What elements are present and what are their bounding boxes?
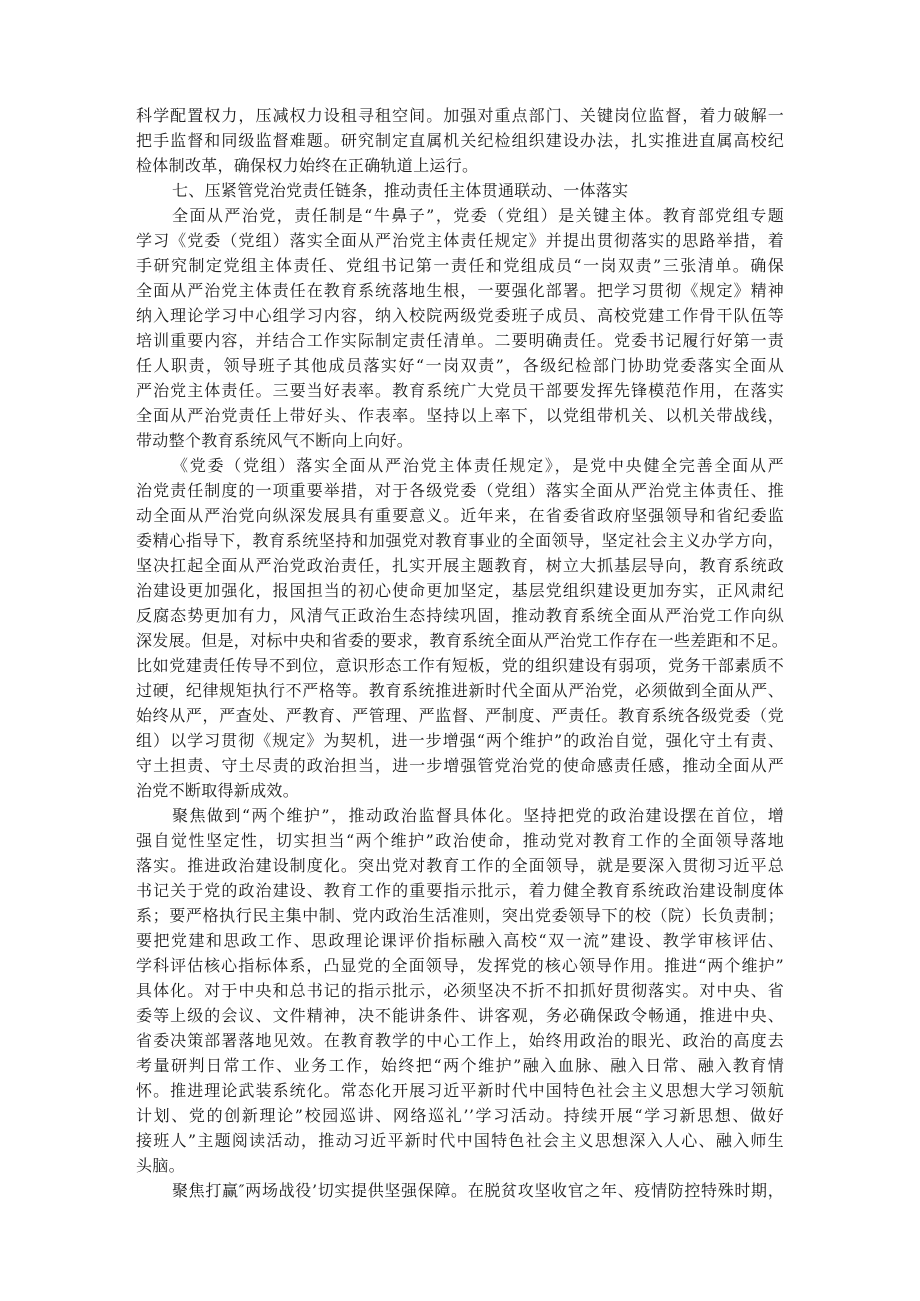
- text-line: 落实。推进政治建设制度化。突出党对教育工作的全面领导，就是要深入贯彻习近平总: [136, 856, 784, 875]
- text-line: 强自觉性坚定性，切实担当“两个维护”政治使命，推动党对教育工作的全面领导落地: [136, 831, 784, 850]
- text-line: 培训重要内容，并结合工作实际制定责任清单。二要明确责任。党委书记履行好第一责: [136, 331, 784, 350]
- text-line: 委等上级的会议、文件精神，决不能讲条件、讲客观，务必确保政令畅通，推进中央、: [136, 1006, 784, 1025]
- text-line: 带动整个教育系统风气不断向上向好。: [136, 431, 414, 450]
- text-line: 委精心指导下，教育系统坚持和加强党对教育事业的全面领导，坚定社会主义办学方向，: [136, 531, 784, 550]
- text-line: 过硬，纪律规矩执行不严格等。教育系统推进新时代全面从严治党，必须做到全面从严、: [136, 681, 784, 700]
- text-line: 全面从严治党，责任制是“牛鼻子”，党委（党组）是关键主体。教育部党组专题: [172, 206, 784, 225]
- text-line: 手研究制定党组主体责任、党组书记第一责任和党组成员“一岗双责”三张清单。确保: [136, 256, 784, 275]
- text-line: 学习《党委（党组）落实全面从严治党主体责任规定》并提出贯彻落实的思路举措，着: [136, 231, 784, 250]
- text-line: 学科评估核心指标体系，凸显党的全面领导，发挥党的核心领导作用。推进“两个维护”: [136, 956, 784, 975]
- text-line: 计划、党的创新理论”校园巡讲、网络巡礼’’学习活动。持续开展“学习新思想、做好: [136, 1106, 784, 1125]
- text-line: 把手监督和同级监督难题。研究制定直属机关纪检组织建设办法，扎实推进直属高校纪: [136, 131, 784, 150]
- text-line: 检体制改革，确保权力始终在正确轨道上运行。: [136, 156, 479, 175]
- text-line: 治党不断取得新成效。: [136, 781, 300, 800]
- text-line: 科学配置权力，压减权力设租寻租空间。加强对重点部门、关键岗位监督，着力破解一: [136, 106, 784, 125]
- text-line: 组）以学习贯彻《规定》为契机，进一步增强“两个维护”的政治自觉，强化守土有责、: [136, 731, 784, 750]
- text-line: 比如党建责任传导不到位，意识形态工作有短板，党的组织建设有弱项，党务干部素质不: [136, 656, 784, 675]
- text-line: 始终从严，严查处、严教育、严管理、严监督、严制度、严责任。教育系统各级党委（党: [136, 706, 784, 725]
- text-line: 聚焦打赢″两场战役’切实提供坚强保障。在脱贫攻坚收官之年、疫情防控特殊时期，: [172, 1181, 784, 1200]
- text-line: 任人职责，领导班子其他成员落实好“一岗双责”，各级纪检部门协助党委落实全面从: [136, 356, 784, 375]
- text-line: 全面从严治党主体责任在教育系统落地生根，一要强化部署。把学习贯彻《规定》精神: [136, 281, 784, 300]
- text-line: 《党委（党组）落实全面从严治党主体责任规定》，是党中央健全完善全面从严: [172, 456, 784, 475]
- text-line: 治建设更加强化，报国担当的初心使命更加坚定，基层党组织建设更加夯实，正风肃纪: [136, 581, 784, 600]
- text-line: 守土担责、守土尽责的政治担当，进一步增强管党治党的使命感责任感，推动全面从严: [136, 756, 784, 775]
- text-line: 深发展。但是，对标中央和省委的要求，教育系统全面从严治党工作存在一些差距和不足。: [136, 631, 789, 650]
- text-line: 怀。推进理论武装系统化。常态化开展习近平新时代中国特色社会主义思想大学习领航: [136, 1081, 784, 1100]
- text-line: 反腐态势更加有力，风清气正政治生态持续巩固，推动教育系统全面从严治党工作向纵: [136, 606, 784, 625]
- text-line: 考量研判日常工作、业务工作，始终把“两个维护”融入血脉、融入日常、融入教育情: [136, 1056, 784, 1075]
- text-line: 全面从严治党责任上带好头、作表率。坚持以上率下，以党组带机关、以机关带战线，: [136, 406, 784, 425]
- text-line: 治党责任制度的一项重要举措，对于各级党委（党组）落实全面从严治党主体责任、推: [136, 481, 784, 500]
- text-line: 动全面从严治党向纵深发展具有重要意义。近年来，在省委省政府坚强领导和省纪委监: [136, 506, 784, 525]
- text-line: 坚决扛起全面从严治党政治责任，扎实开展主题教育，树立大抓基层导向，教育系统政: [136, 556, 784, 575]
- text-line: 要把党建和思政工作、思政理论课评价指标融入高校“双一流”建设、教学审核评估、: [136, 931, 784, 950]
- text-line: 严治党主体责任。三要当好表率。教育系统广大党员干部要发挥先锋模范作用，在落实: [136, 381, 784, 400]
- text-line: 书记关于党的政治建设、教育工作的重要指示批示，着力健全教育系统政治建设制度体: [136, 881, 784, 900]
- text-line: 头脑。: [136, 1156, 185, 1175]
- text-line: 接班人”主题阅读活动，推动习近平新时代中国特色社会主义思想深入人心、融入师生: [136, 1131, 784, 1150]
- text-line: 省委决策部署落地见效。在教育教学的中心工作上，始终用政治的眼光、政治的高度去: [136, 1031, 784, 1050]
- text-line: 纳入理论学习中心组学习内容，纳入校院两级党委班子成员、高校党建工作骨干队伍等: [136, 306, 784, 325]
- text-line: 系；要严格执行民主集中制、党内政治生活准则，突出党委领导下的校（院）长负责制；: [136, 906, 784, 925]
- text-line: 具体化。对于中央和总书记的指示批示，必须坚决不折不扣抓好贯彻落实。对中央、省: [136, 981, 784, 1000]
- text-line: 七、压紧管党治党责任链条，推动责任主体贯通联动、一体落实: [172, 181, 629, 200]
- document-page: [136, 103, 789, 1203]
- text-line: 聚焦做到“两个维护”，推动政治监督具体化。坚持把党的政治建设摆在首位，增: [172, 806, 784, 825]
